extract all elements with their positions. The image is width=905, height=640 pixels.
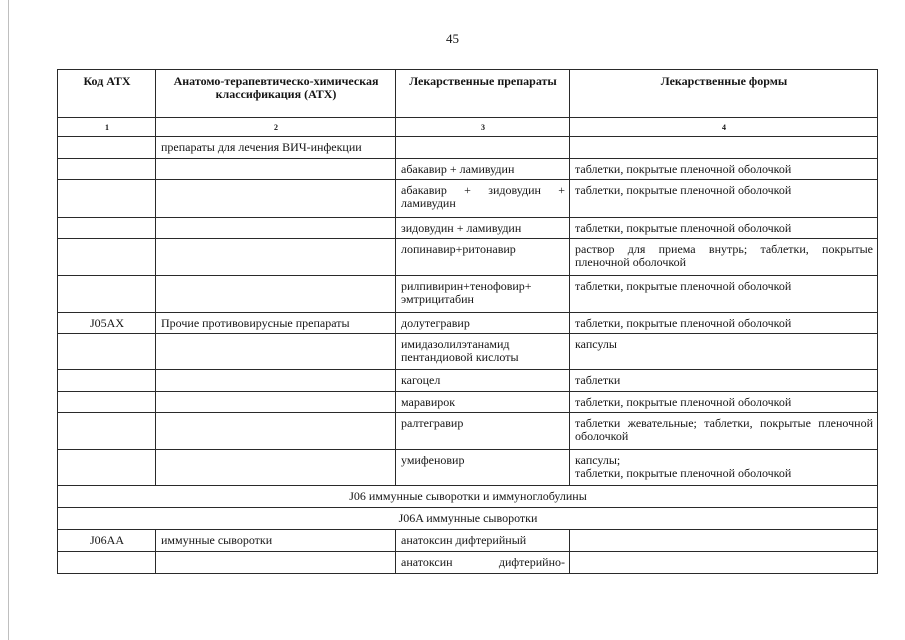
cell-class <box>156 334 396 370</box>
header-code: Код АТХ <box>58 70 156 118</box>
column-number-row <box>58 118 878 137</box>
table-row <box>58 392 878 413</box>
section-j06a: J06A иммунные сыворотки <box>58 508 878 530</box>
cell-class <box>156 552 396 574</box>
cell-class: Прочие противовирусные препараты <box>156 313 396 334</box>
cell-drug: имидазолилэтанамид пентандиовой кислоты <box>396 334 570 370</box>
cell-code <box>58 370 156 392</box>
cell-form: раствор для приема внутрь; таблетки, покрытые пленочной оболочкой <box>570 239 878 276</box>
cell-form <box>570 137 878 159</box>
header-forms: Лекарственные формы <box>570 70 878 118</box>
table-row <box>58 450 878 486</box>
cell-drug: долутегравир <box>396 313 570 334</box>
cell-code: J06AA <box>58 530 156 552</box>
cell-form: таблетки, покрытые пленочной оболочкой <box>570 218 878 239</box>
section-row <box>58 508 878 530</box>
cell-drug <box>396 137 570 159</box>
page-edge-line <box>8 0 9 640</box>
cell-code <box>58 334 156 370</box>
header-drugs: Лекарственные препараты <box>396 70 570 118</box>
form-line: капсулы; <box>575 453 621 467</box>
table-row <box>58 137 878 159</box>
cell-form <box>570 450 878 486</box>
cell-code <box>58 180 156 218</box>
cell-class <box>156 276 396 313</box>
cell-code <box>58 413 156 450</box>
cell-class: препараты для лечения ВИЧ-инфекции <box>156 137 396 159</box>
table-row <box>58 413 878 450</box>
table-row <box>58 370 878 392</box>
cell-drug: абакавир + зидовудин + ламивудин <box>396 180 570 218</box>
cell-form: таблетки <box>570 370 878 392</box>
cell-drug: ралтегравир <box>396 413 570 450</box>
column-number: 1 <box>58 118 156 137</box>
cell-drug: лопинавир+ритонавир <box>396 239 570 276</box>
cell-drug: рилпивирин+тенофовир+ эмтрицитабин <box>396 276 570 313</box>
cell-class: иммунные сыворотки <box>156 530 396 552</box>
cell-drug: умифеновир <box>396 450 570 486</box>
table-row <box>58 334 878 370</box>
cell-drug: маравирок <box>396 392 570 413</box>
table-row <box>58 159 878 180</box>
cell-code <box>58 450 156 486</box>
cell-form: таблетки, покрытые пленочной оболочкой <box>570 313 878 334</box>
cell-form: таблетки жевательные; таблетки, покрытые пленочной оболочкой <box>570 413 878 450</box>
table-header-row <box>58 70 878 118</box>
column-number: 2 <box>156 118 396 137</box>
page-number: 45 <box>446 31 459 46</box>
cell-form: таблетки, покрытые пленочной оболочкой <box>570 392 878 413</box>
cell-code <box>58 239 156 276</box>
table-row <box>58 530 878 552</box>
cell-code <box>58 392 156 413</box>
cell-code <box>58 137 156 159</box>
cell-form <box>570 552 878 574</box>
cell-class <box>156 180 396 218</box>
cell-class <box>156 370 396 392</box>
cell-form: таблетки, покрытые пленочной оболочкой <box>570 180 878 218</box>
cell-code <box>58 276 156 313</box>
atx-table <box>57 69 878 574</box>
column-number: 3 <box>396 118 570 137</box>
cell-drug: зидовудин + ламивудин <box>396 218 570 239</box>
table-row <box>58 180 878 218</box>
table-row <box>58 239 878 276</box>
table-row <box>58 276 878 313</box>
cell-class <box>156 413 396 450</box>
cell-code <box>58 159 156 180</box>
table-row <box>58 313 878 334</box>
section-j06: J06 иммунные сыворотки и иммуноглобулины <box>58 486 878 508</box>
cell-drug: абакавир + ламивудин <box>396 159 570 180</box>
table-row <box>58 552 878 574</box>
form-line: таблетки, покрытые пленочной оболочкой <box>575 466 792 480</box>
cell-drug: кагоцел <box>396 370 570 392</box>
cell-class <box>156 159 396 180</box>
cell-code: J05AX <box>58 313 156 334</box>
cell-form: капсулы <box>570 334 878 370</box>
cell-form: таблетки, покрытые пленочной оболочкой <box>570 276 878 313</box>
cell-code <box>58 218 156 239</box>
cell-class <box>156 218 396 239</box>
header-classification: Анатомо-терапевтическо-химическая классификация (АТХ) <box>156 70 396 118</box>
cell-drug: анатоксин дифтерийный <box>396 530 570 552</box>
cell-drug: анатоксин дифтерийно- <box>396 552 570 574</box>
column-number: 4 <box>570 118 878 137</box>
cell-form: таблетки, покрытые пленочной оболочкой <box>570 159 878 180</box>
table-row <box>58 218 878 239</box>
cell-class <box>156 239 396 276</box>
section-row <box>58 486 878 508</box>
cell-class <box>156 450 396 486</box>
cell-form <box>570 530 878 552</box>
cell-class <box>156 392 396 413</box>
cell-code <box>58 552 156 574</box>
